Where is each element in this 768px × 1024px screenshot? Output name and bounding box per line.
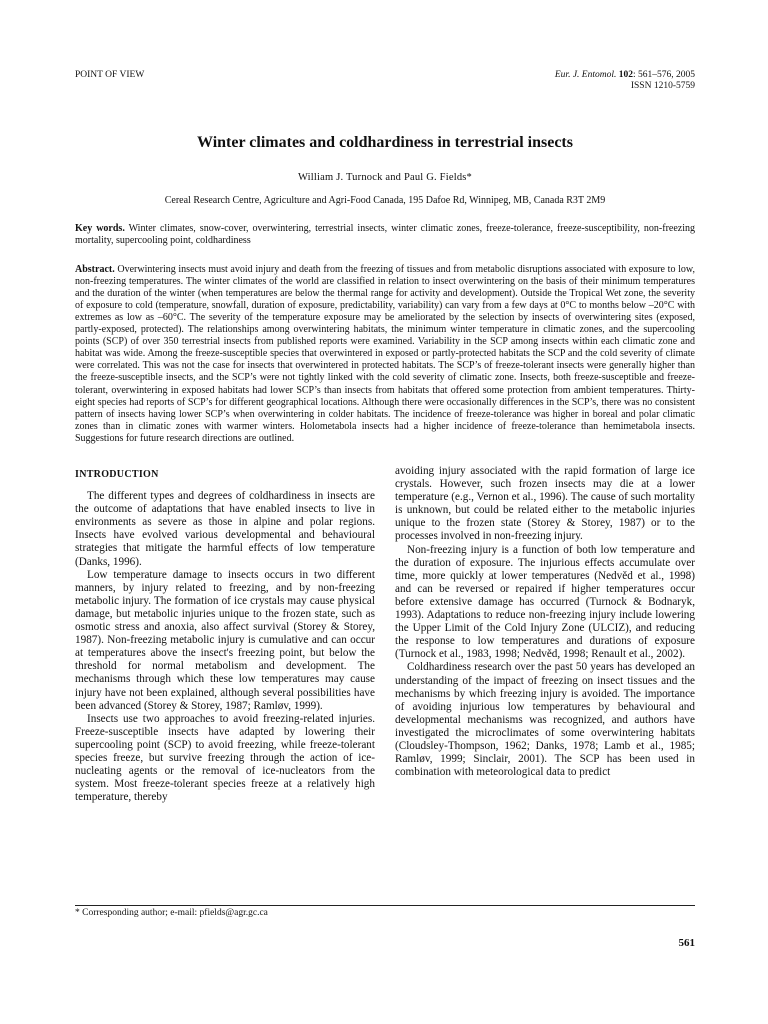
paragraph: Coldhardiness research over the past 50 years has developed an understanding of the impact of freezing on insect tissues and the mechanisms by which freezing injury is avoided. The importance of avoiding injurious low temperatures by behavioural and developmental mechanisms was recognized, and authors have investigated the microclimates of some overwintering habitats (Cloudsley-Thompson, 1962; Danks, 1978; Lamb et al., 1985; Ramløv, 1999; Sinclair, 2001). The SCP has been used in combination with meteorological data to predict xyxy=(395,661,695,779)
journal-pages: : 561–576, 2005 xyxy=(632,70,695,80)
abstract xyxy=(75,264,695,445)
paper-page xyxy=(75,70,695,848)
body-columns xyxy=(75,465,695,848)
footnote-divider xyxy=(75,905,695,906)
running-header xyxy=(75,70,695,92)
section-heading: INTRODUCTION xyxy=(75,469,159,480)
keywords-label: Key words. xyxy=(75,223,125,234)
paragraph: Non-freezing injury is a function of both low temperature and the duration of exposure. The injurious effects accumulate over time, more quickly at lower temperatures (Nedvěd et al., 1998) and can be reversed or repaired if higher temperatures occur before extensive damage has occurred (Turnock & Bodnaryk, 1993). Adaptations to reduce non-freezing injury include lowering the Upper Limit of the Cold Injury Zone (ULCIZ), and reducing the response to low temperatures and durations of exposure (Turnock et al., 1983, 1998; Nedvěd, 1998; Renault et al., 2002). xyxy=(395,543,695,661)
citation-block xyxy=(555,70,695,92)
paragraph: The different types and degrees of coldhardiness in insects are the outcome of adaptations that have enabled insects to live in environments as severe as those in alpine and polar regions. Insects have evolved various developmental and behavioural strategies that mitigate the harmful effects of low temperature (Danks, 1996). xyxy=(75,490,375,568)
page-number: 561 xyxy=(678,937,695,949)
keywords xyxy=(75,223,695,248)
affiliation: Cereal Research Centre, Agriculture and Agri-Food Canada, 195 Dafoe Rd, Winnipeg, MB, Canada R3T 2M9 xyxy=(164,195,606,206)
journal-volume: 102 xyxy=(618,70,633,80)
keywords-text: Winter climates, snow-cover, overwintering, terrestrial insects, winter climatic zones, freeze-tolerance, freeze-susceptibility, non-freezing mortality, supercooling point, coldhardiness xyxy=(75,223,695,247)
paragraph: Insects use two approaches to avoid freezing-related injuries. Freeze-susceptible insects have adapted by lowering their supercooling point (SCP) to avoid freezing, while freeze-tolerant species freeze, but survive freezing through the action of ice-nucleating agents or the removal of ice-nucleators from the system. Most freeze-tolerant species freeze at a relatively high temperature, thereby xyxy=(75,712,375,804)
journal-name: Eur. J. Entomol. xyxy=(554,70,617,80)
footnote: * Corresponding author; e-mail: pfields@agr.gc.ca xyxy=(75,908,268,918)
paragraph: avoiding injury associated with the rapid formation of large ice crystals. However, such frozen insects may die at a lower temperature (e.g., Vernon et al., 1996). The cause of such mortality is unknown, but could be related either to the metabolic injuries unique to the frozen state (Storey & Storey, 1987) or to the processes involved in non-freezing injury. xyxy=(395,465,695,543)
abstract-text: Overwintering insects must avoid injury and death from the freezing of tissues and from metabolic disruptions associated with exposure to low, non-freezing temperatures. The winter climates of the world are classified in relation to insect overwintering on the basis of their minimum temperatures and the duration of the winter (when temperatures are below the thermal range for activity and development). Outside the Tropical Wet zone, the severity of exposure to cold (temperature, snowfall, duration of exposure, predictability, variability) can vary from a few days at 0°C to months below –20°C with extremes as low as –60°C. The severity of the temperature exposure may be ameliorated by the selection by insects of overwintering sites (exposed, partly-exposed, protected). The relationships among overwintering habitats, the minimum winter temperature in climatic zones, and the supercooling points (SCP) of over 350 terrestrial insects from published reports were examined. Variability in the SCP among insects within each climatic zone and habitat was wide. Among the freeze-susceptible species that overwintered in exposed or partly-protected habitats the SCP and the cold severity of climate were correlated. This was not the case for insects that overwintered in protected habitats. The SCP’s of freeze-tolerant insects were generally higher than the freeze-susceptible insects, and the SCP’s were not tightly linked with the cold severity of climatic zone. Insects, both freeze-susceptible and freeze-tolerant, overwintering in exposed habitats had lower SCP’s than insects from habitats that offered some protection from ambient temperatures. Thirty-eight species had reports of SCP’s for different geographical locations. Although there were occasionally differences in the SCP’s, there was no consistent pattern of insects having lower SCP’s when overwintering in colder habitats. The incidence of freeze-tolerance was higher in boreal and polar climatic zones than in climatic zones with warmer winters. Holometabola insects had a higher incidence of freeze-tolerance than hemimetabola insects. Suggestions for future research directions are outlined. xyxy=(75,263,695,444)
issn: ISSN 1210-5759 xyxy=(630,81,695,91)
left-column xyxy=(75,465,375,848)
paragraph: Low temperature damage to insects occurs in two different manners, by injury related to freezing, and by non-freezing metabolic injury. The formation of ice crystals may cause physical damage, but metabolic injuries unique to the frozen state, such as osmotic stress and anoxia, also affect survival (Storey & Storey, 1987). Non-freezing metabolic injury is cumulative and can occur at temperatures above the insect's freezing point, but below the threshold for normal metabolism and development. The mechanisms through which these low temperatures may cause injury have not been explained, although several possibilities have been advanced (Storey & Storey, 1987; Ramløv, 1999). xyxy=(75,568,375,712)
right-column xyxy=(395,465,695,848)
paper-title: Winter climates and coldhardiness in terrestrial insects xyxy=(197,134,573,151)
author-list: William J. Turnock and Paul G. Fields* xyxy=(297,172,473,183)
abstract-label: Abstract. xyxy=(75,263,115,275)
section-type: POINT OF VIEW xyxy=(75,70,145,80)
